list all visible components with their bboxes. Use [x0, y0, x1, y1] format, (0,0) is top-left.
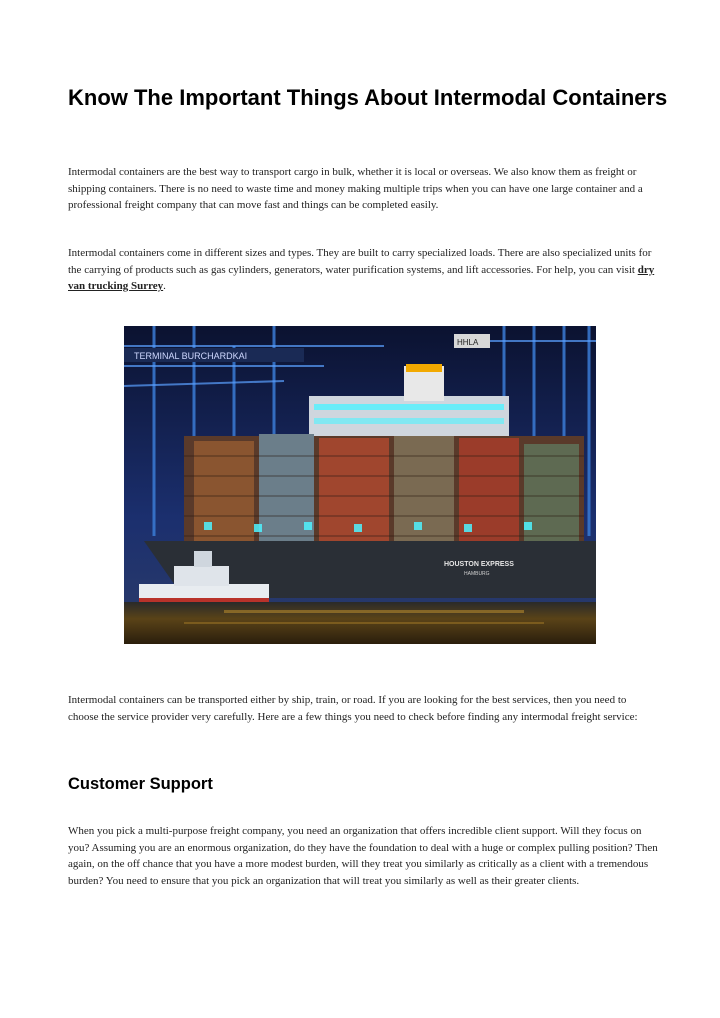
ship-port: HAMBURG	[464, 571, 490, 577]
terminal-sign: TERMINAL BURCHARDKAI	[134, 351, 248, 361]
dry-van-trucking-link[interactable]: dry van trucking Surrey	[68, 263, 655, 292]
customer-support-heading: Customer Support	[68, 775, 213, 793]
sizes-paragraph-text: Intermodal containers come in different sizes and types. They are built to carry specialized loads. There are also specialized units for the carrying of products such as gas cylinders, generators, water purification systems, and lift accessories. For help, you can visit	[68, 247, 652, 276]
intro-paragraph: Intermodal containers are the best way to transport cargo in bulk, whether it is local or overseas. We also know them as freight or shipping containers. There is no need to waste time and money making multiple trips when you can have one large container and a professional freight company that can move fast and things can be completed easily.	[68, 166, 643, 211]
transport-paragraph: Intermodal containers can be transported either by ship, train, or road. If you are looking for the best services, then you need to choose the service provider very carefully. Here are a few things you need to check before finding any intermodal freight service:	[68, 694, 638, 723]
customer-support-paragraph: When you pick a multi-purpose freight company, you need an organization that offers incredible client support. Will they focus on you? Assuming you are an enormous organization, do they have the foundation to deal with a huge or complex pulling position? Then again, on the off chance that you have a more modest burden, will they treat you similarly as critically as a client with a tremendous burden? You need to ensure that you pick an organization that will treat you similarly as well as their greater clients.	[68, 825, 658, 887]
sizes-paragraph-end: .	[163, 280, 166, 292]
sizes-paragraph	[68, 245, 658, 295]
page-title: Know The Important Things About Intermodal Containers	[68, 85, 668, 110]
crane-label: HHLA	[457, 338, 479, 347]
ship-name: HOUSTON EXPRESS	[444, 561, 514, 568]
container-ship-photo	[124, 326, 596, 644]
